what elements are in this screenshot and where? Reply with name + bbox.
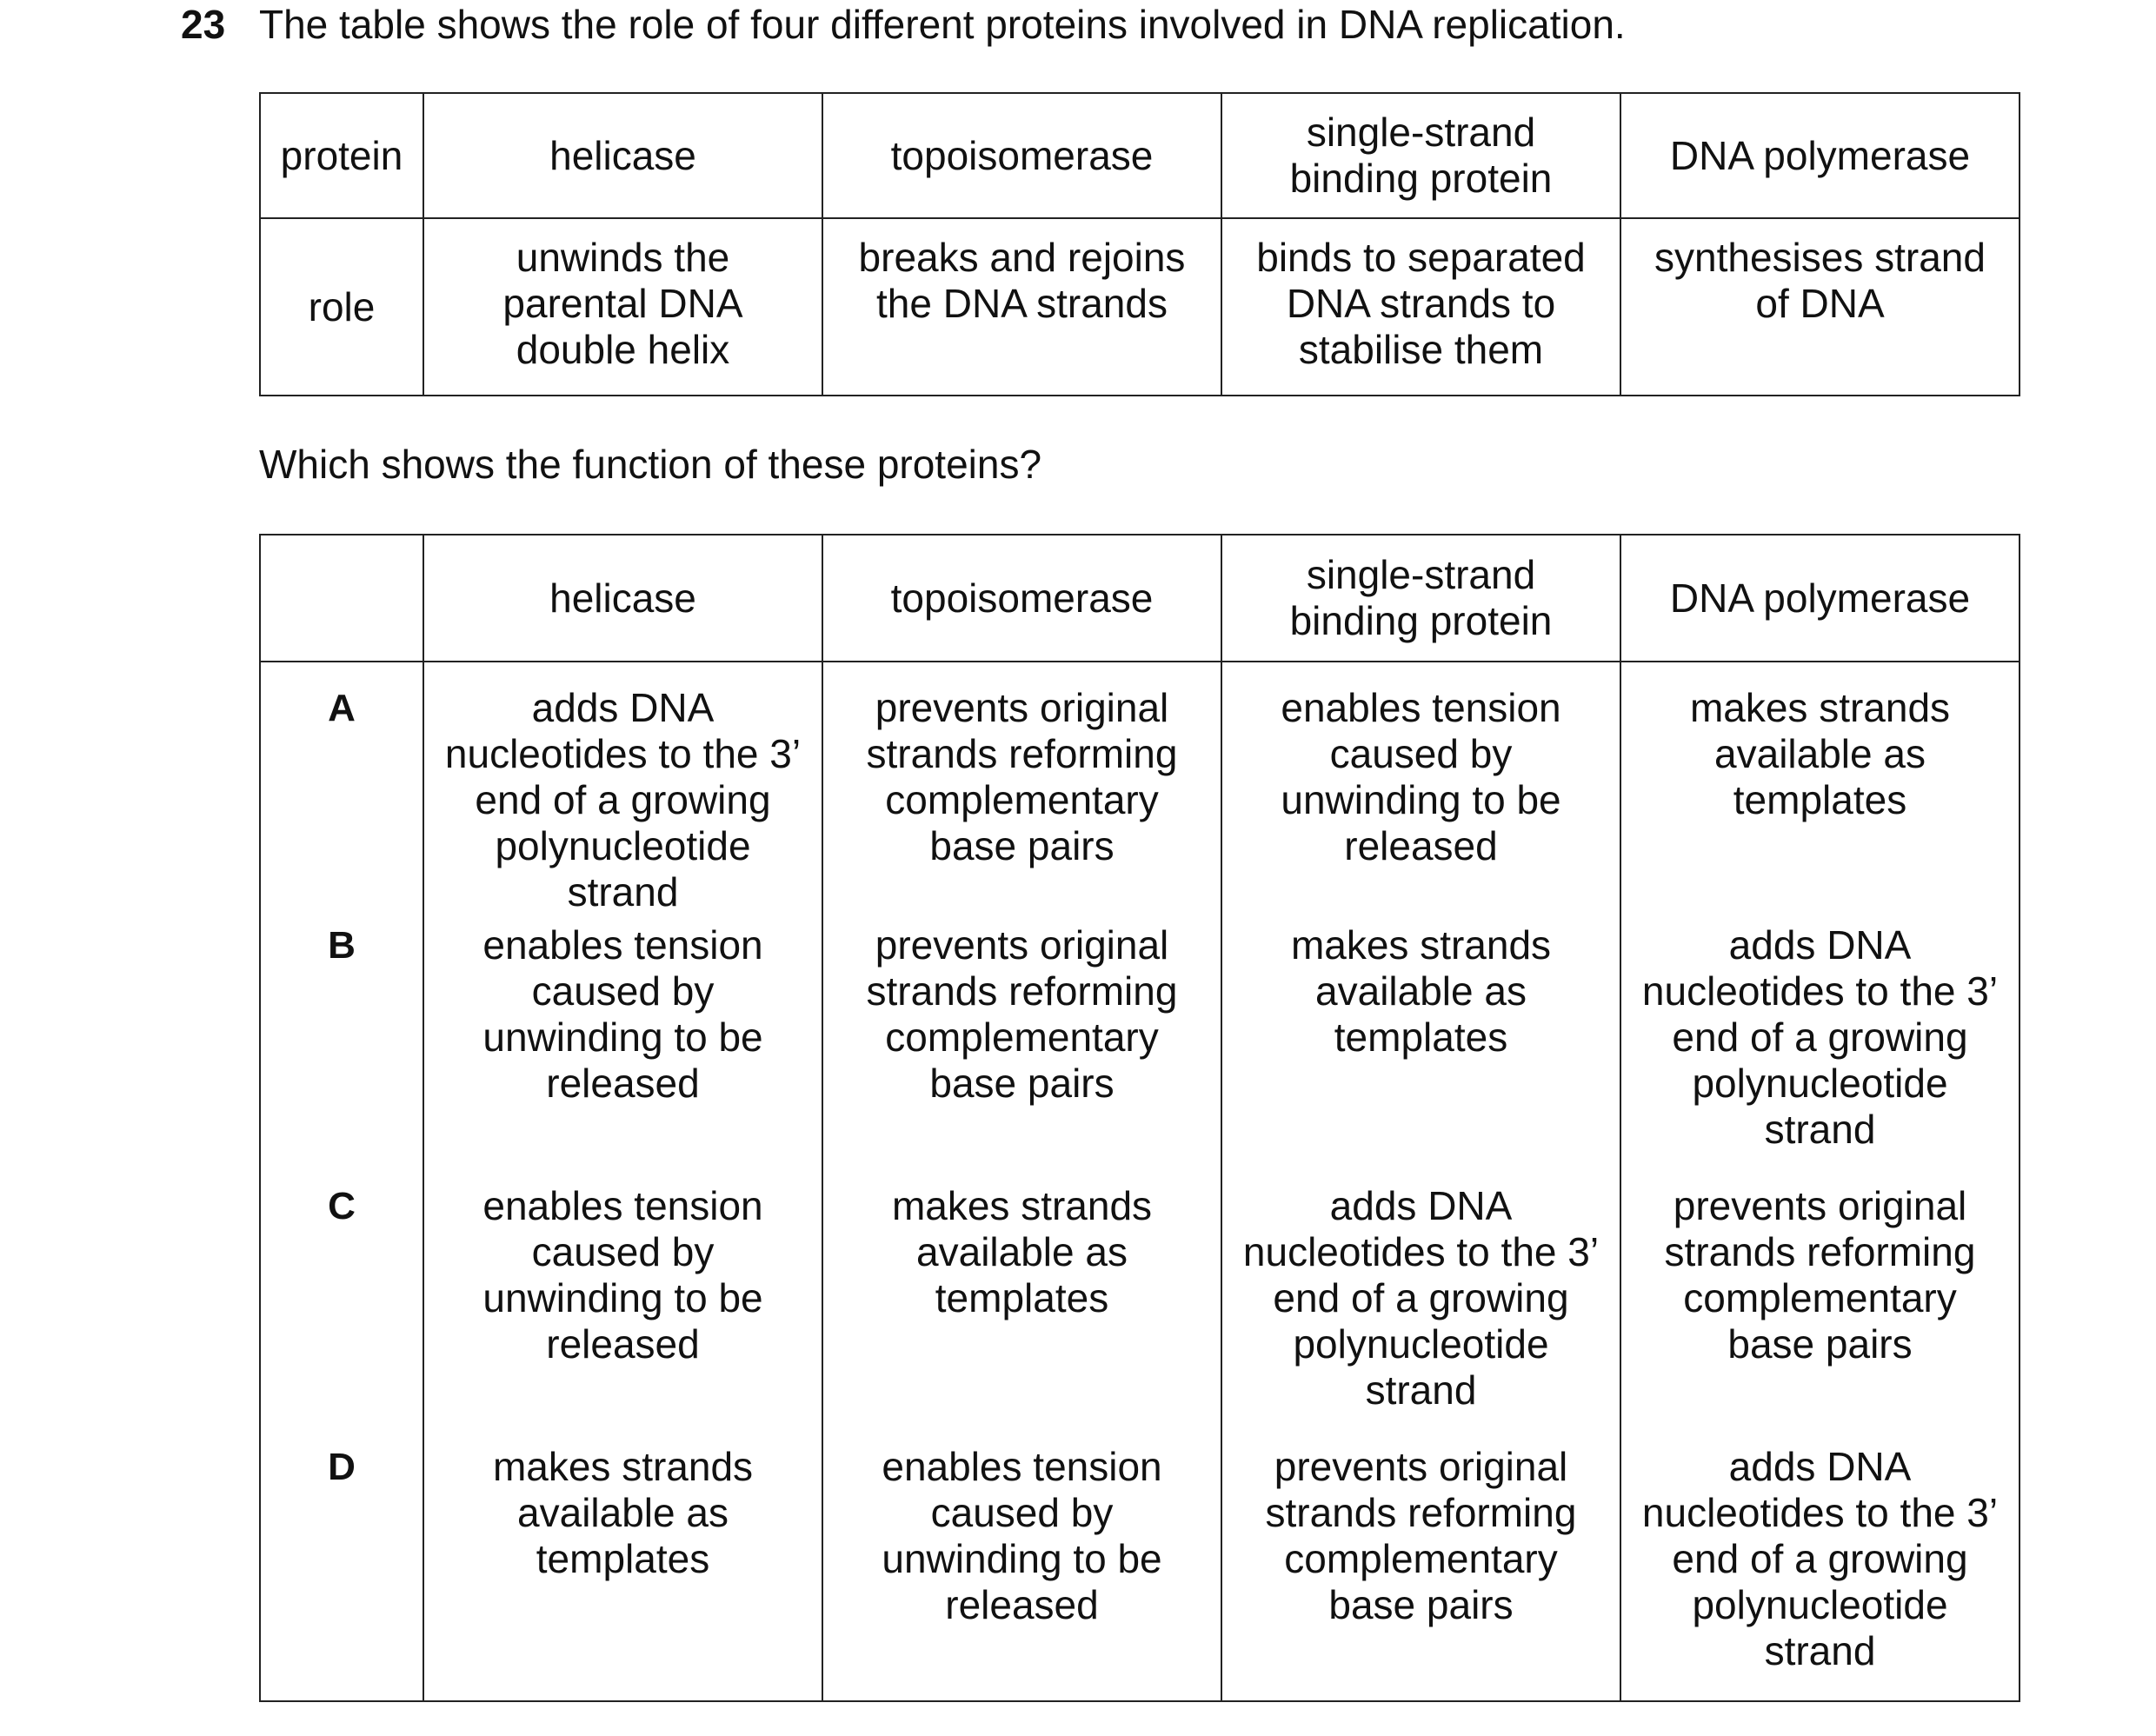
option-d-topoisomerase: enables tension caused by unwinding to be released: [822, 1444, 1221, 1701]
question-number: 23: [181, 2, 226, 47]
option-c-single-strand-binding: adds DNA nucleotides to the 3’ end of a growing polynucleotide strand: [1221, 1183, 1620, 1444]
answer-options-table: [259, 534, 2020, 1702]
option-d-single-strand-binding: prevents original strands reforming complementary base pairs: [1221, 1444, 1620, 1701]
option-c-helicase: enables tension caused by unwinding to be released: [423, 1183, 822, 1444]
role-row: [260, 218, 2020, 396]
option-b-dna-polymerase: adds DNA nucleotides to the 3’ end of a growing polynucleotide strand: [1620, 922, 2020, 1183]
option-d-helicase: makes strands available as templates: [423, 1444, 822, 1701]
option-a-helicase: adds DNA nucleotides to the 3’ end of a growing polynucleotide strand: [423, 662, 822, 922]
row-label-protein: protein: [260, 93, 423, 218]
option-a-topoisomerase: prevents original strands reforming complementary base pairs: [822, 662, 1221, 922]
option-letter-a[interactable]: A: [260, 662, 423, 922]
role-topoisomerase: breaks and rejoins the DNA strands: [822, 218, 1221, 396]
row-label-role: role: [260, 218, 423, 396]
option-letter-d[interactable]: D: [260, 1444, 423, 1701]
option-row-c[interactable]: [260, 1183, 2020, 1444]
option-letter-c[interactable]: C: [260, 1183, 423, 1444]
protein-roles-table: [259, 92, 2020, 396]
option-d-dna-polymerase: adds DNA nucleotides to the 3’ end of a growing polynucleotide strand: [1620, 1444, 2020, 1701]
option-c-dna-polymerase: prevents original strands reforming complementary base pairs: [1620, 1183, 2020, 1444]
options-header-row: [260, 535, 2020, 662]
option-b-helicase: enables tension caused by unwinding to be released: [423, 922, 822, 1183]
question-stem: The table shows the role of four different proteins involved in DNA replication.: [259, 2, 1626, 47]
role-single-strand-binding: binds to separated DNA strands to stabilise them: [1221, 218, 1620, 396]
option-letter-b[interactable]: B: [260, 922, 423, 1183]
option-row-d[interactable]: [260, 1444, 2020, 1701]
protein-dna-polymerase: DNA polymerase: [1620, 93, 2020, 218]
corner-cell: [260, 535, 423, 662]
option-b-single-strand-binding: makes strands available as templates: [1221, 922, 1620, 1183]
header-helicase: helicase: [423, 535, 822, 662]
sub-question: Which shows the function of these proteins?: [259, 442, 1042, 487]
option-c-topoisomerase: makes strands available as templates: [822, 1183, 1221, 1444]
protein-helicase: helicase: [423, 93, 822, 218]
option-row-a[interactable]: [260, 662, 2020, 922]
protein-header-row: [260, 93, 2020, 218]
option-row-b[interactable]: [260, 922, 2020, 1183]
option-a-dna-polymerase: makes strands available as templates: [1620, 662, 2020, 922]
protein-single-strand-binding: single-strand binding protein: [1221, 93, 1620, 218]
header-dna-polymerase: DNA polymerase: [1620, 535, 2020, 662]
role-helicase: unwinds the parental DNA double helix: [423, 218, 822, 396]
option-b-topoisomerase: prevents original strands reforming complementary base pairs: [822, 922, 1221, 1183]
option-a-single-strand-binding: enables tension caused by unwinding to be released: [1221, 662, 1620, 922]
header-topoisomerase: topoisomerase: [822, 535, 1221, 662]
protein-topoisomerase: topoisomerase: [822, 93, 1221, 218]
role-dna-polymerase: synthesises strand of DNA: [1620, 218, 2020, 396]
header-single-strand-binding: single-strand binding protein: [1221, 535, 1620, 662]
